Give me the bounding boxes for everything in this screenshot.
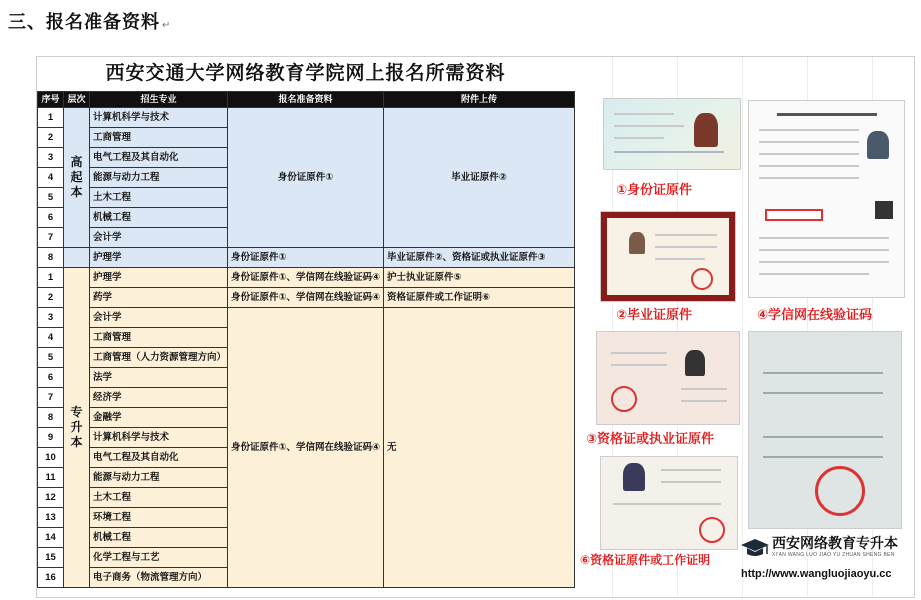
row-number: 8 xyxy=(38,248,64,268)
verification-report-photo xyxy=(748,100,905,298)
row-number: 8 xyxy=(38,408,64,428)
major-name: 电气工程及其自动化 xyxy=(90,148,228,168)
major-name: 药学 xyxy=(90,288,228,308)
text-line xyxy=(759,177,859,179)
paragraph-mark: ↵ xyxy=(162,20,172,31)
row-number: 6 xyxy=(38,368,64,388)
row-number: 11 xyxy=(38,468,64,488)
major-name: 电气工程及其自动化 xyxy=(90,448,228,468)
text-line xyxy=(681,400,727,402)
row-number: 3 xyxy=(38,308,64,328)
portrait xyxy=(685,350,705,376)
row-number: 6 xyxy=(38,208,64,228)
text-line xyxy=(759,249,889,251)
text-line xyxy=(759,129,859,131)
portrait xyxy=(867,131,889,159)
text-line xyxy=(777,113,877,116)
row-number: 14 xyxy=(38,528,64,548)
table-row xyxy=(38,108,575,128)
diploma-inner xyxy=(607,218,729,295)
row-number: 4 xyxy=(38,328,64,348)
docs-cell: 身份证原件①、学信网在线验证码④ xyxy=(228,308,384,588)
row-number: 1 xyxy=(38,268,64,288)
upload-cell: 护士执业证原件⑤ xyxy=(384,268,575,288)
table-row xyxy=(38,288,575,308)
major-name: 经济学 xyxy=(90,388,228,408)
seal-mark xyxy=(691,268,713,290)
level-gaoqiben: 高起本 xyxy=(64,108,90,248)
major-name: 土木工程 xyxy=(90,188,228,208)
major-name: 法学 xyxy=(90,368,228,388)
docs-cell: 身份证原件① xyxy=(228,248,384,268)
docs-cell: 身份证原件① xyxy=(228,108,384,248)
text-line xyxy=(614,125,684,127)
portrait xyxy=(623,463,645,491)
major-name: 化学工程与工艺 xyxy=(90,548,228,568)
portrait xyxy=(694,113,718,147)
caption-id-card: ①身份证原件 xyxy=(616,182,693,197)
upload-cell: 毕业证原件② xyxy=(384,108,575,248)
docs-cell: 身份证原件①、学信网在线验证码④ xyxy=(228,288,384,308)
major-name: 护理学 xyxy=(90,248,228,268)
text-line xyxy=(611,352,667,354)
text-line xyxy=(759,261,889,263)
row-number: 4 xyxy=(38,168,64,188)
row-number: 13 xyxy=(38,508,64,528)
col-header-upload: 附件上传 xyxy=(384,92,575,108)
major-name: 工商管理 xyxy=(90,128,228,148)
text-line xyxy=(759,165,859,167)
requirements-table xyxy=(37,91,575,588)
major-name: 工商管理（人力资源管理方向） xyxy=(90,348,228,368)
verification-code-box xyxy=(765,209,823,221)
text-line xyxy=(763,392,883,394)
major-name: 会计学 xyxy=(90,228,228,248)
text-line xyxy=(759,153,859,155)
id-card-photo xyxy=(603,98,741,170)
text-line xyxy=(763,436,883,438)
text-line xyxy=(759,141,859,143)
site-logo-subtitle: XI'AN WANG LUO JIAO YU ZHUAN SHENG BEN xyxy=(772,552,895,558)
row-number: 5 xyxy=(38,348,64,368)
col-header-major: 招生专业 xyxy=(90,92,228,108)
table-row xyxy=(38,248,575,268)
site-logo-text: 西安网络教育专升本 xyxy=(772,537,898,552)
row-number: 3 xyxy=(38,148,64,168)
gridline xyxy=(742,57,743,597)
major-name: 会计学 xyxy=(90,308,228,328)
caption-diploma: ②毕业证原件 xyxy=(616,307,693,322)
major-name: 护理学 xyxy=(90,268,228,288)
caption-work-proof: ⑥资格证原件或工作证明 xyxy=(580,553,711,567)
site-url: http://www.wangluojiaoyu.cc xyxy=(741,568,892,580)
row-number: 7 xyxy=(38,388,64,408)
text-line xyxy=(661,469,721,471)
portrait xyxy=(629,232,645,254)
text-line xyxy=(759,273,869,275)
major-name: 机械工程 xyxy=(90,208,228,228)
table-title: 西安交通大学网络教育学院网上报名所需资料 xyxy=(105,63,506,84)
table-header-row xyxy=(38,92,575,108)
text-line xyxy=(763,372,883,374)
work-proof-photo xyxy=(600,456,738,550)
qr-code xyxy=(875,201,893,219)
row-number: 16 xyxy=(38,568,64,588)
docs-cell: 身份证原件①、学信网在线验证码④ xyxy=(228,268,384,288)
major-name: 机械工程 xyxy=(90,528,228,548)
text-line xyxy=(655,234,717,236)
grad-cap-icon xyxy=(740,535,770,561)
section-heading: 三、报名准备资料 ↵ xyxy=(8,12,172,32)
seal-mark xyxy=(611,386,637,412)
major-name: 计算机科学与技术 xyxy=(90,428,228,448)
text-line xyxy=(661,481,721,483)
text-line xyxy=(614,137,664,139)
major-name: 电子商务（物流管理方向） xyxy=(90,568,228,588)
text-line xyxy=(763,456,883,458)
row-number: 12 xyxy=(38,488,64,508)
text-line xyxy=(655,258,705,260)
text-line xyxy=(614,151,724,153)
level-gaoqiben-continued xyxy=(64,248,90,268)
text-line xyxy=(614,113,674,115)
row-number: 7 xyxy=(38,228,64,248)
text-line xyxy=(611,364,667,366)
row-number: 15 xyxy=(38,548,64,568)
major-name: 工商管理 xyxy=(90,328,228,348)
level-zhuanshengben: 专升本 xyxy=(64,268,90,588)
col-header-docs: 报名准备资料 xyxy=(228,92,384,108)
major-name: 能源与动力工程 xyxy=(90,468,228,488)
row-number: 2 xyxy=(38,128,64,148)
row-number: 9 xyxy=(38,428,64,448)
major-name: 金融学 xyxy=(90,408,228,428)
major-name: 土木工程 xyxy=(90,488,228,508)
text-line xyxy=(655,246,717,248)
table-row xyxy=(38,268,575,288)
row-number: 5 xyxy=(38,188,64,208)
row-number: 2 xyxy=(38,288,64,308)
caption-verification: ④学信网在线验证码 xyxy=(757,307,873,322)
col-header-no: 序号 xyxy=(38,92,64,108)
table-row xyxy=(38,308,575,328)
seal-mark xyxy=(699,517,725,543)
caption-qualification: ③资格证或执业证原件 xyxy=(586,431,715,446)
upload-cell: 资格证原件或工作证明⑥ xyxy=(384,288,575,308)
text-line xyxy=(681,388,727,390)
row-number: 1 xyxy=(38,108,64,128)
license-book-photo xyxy=(748,331,902,529)
text-line xyxy=(759,237,889,239)
major-name: 环境工程 xyxy=(90,508,228,528)
qualification-cert-photo xyxy=(596,331,740,425)
row-number: 10 xyxy=(38,448,64,468)
col-header-level: 层次 xyxy=(64,92,90,108)
major-name: 计算机科学与技术 xyxy=(90,108,228,128)
major-name: 能源与动力工程 xyxy=(90,168,228,188)
upload-cell: 毕业证原件②、资格证或执业证原件③ xyxy=(384,248,575,268)
upload-cell: 无 xyxy=(384,308,575,588)
seal-mark xyxy=(815,466,865,516)
text-line xyxy=(613,503,721,505)
diploma-photo xyxy=(600,211,736,302)
